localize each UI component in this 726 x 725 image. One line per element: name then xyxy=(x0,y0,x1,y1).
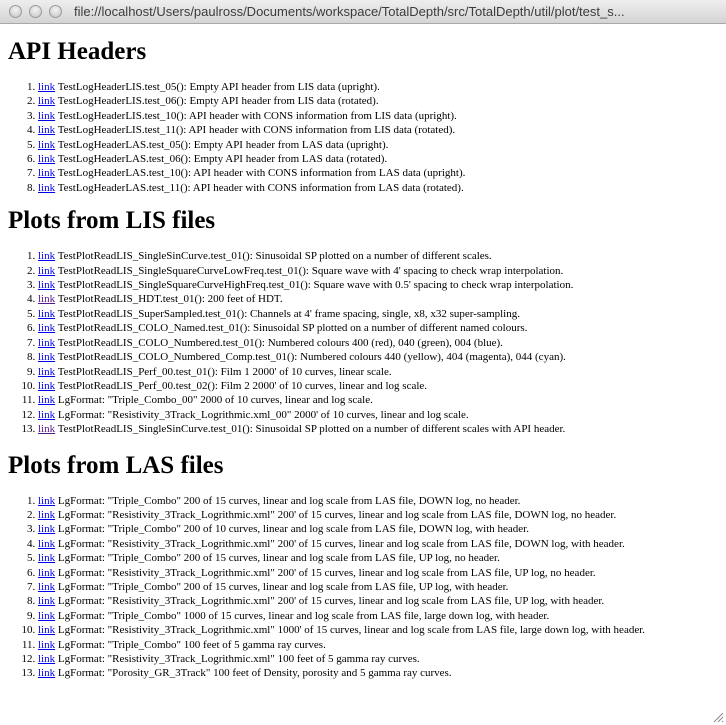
item-description: TestLogHeaderLAS.test_10(): API header with CONS information from LAS data (upright). xyxy=(57,167,466,180)
item-link[interactable]: link xyxy=(38,351,56,364)
item-description: LgFormat: "Resistivity_3Track_Logrithmic.xml" 1000' of 15 curves, linear and log scale from LAS file, large down log, with header. xyxy=(57,624,646,637)
item-link[interactable]: link xyxy=(38,609,56,622)
item-link[interactable]: link xyxy=(38,307,56,320)
item-description: TestLogHeaderLIS.test_06(): Empty API header from LIS data (rotated). xyxy=(57,95,379,108)
item-link[interactable]: link xyxy=(38,566,56,579)
list-item xyxy=(38,422,726,436)
list-item xyxy=(38,537,726,551)
item-link[interactable]: link xyxy=(38,523,56,536)
list-item xyxy=(38,365,726,379)
item-link[interactable]: link xyxy=(38,167,56,180)
item-link[interactable]: link xyxy=(38,293,56,306)
window-minimize-button[interactable] xyxy=(29,5,42,18)
item-link[interactable]: link xyxy=(38,653,56,665)
item-description: LgFormat: "Resistivity_3Track_Logrithmic.xml" 200' of 15 curves, linear and log scale from LAS file, DOWN log, with header. xyxy=(57,537,625,550)
item-link[interactable]: link xyxy=(38,250,56,263)
item-link[interactable]: link xyxy=(38,494,56,507)
list-item xyxy=(38,307,726,321)
item-link[interactable]: link xyxy=(38,336,56,349)
item-description: LgFormat: "Resistivity_3Track_Logrithmic.xml" 100 feet of 5 gamma ray curves. xyxy=(57,653,420,665)
heading-api-headers: API Headers xyxy=(8,38,147,65)
heading-plots-from-las-files: Plots from LAS files xyxy=(8,451,224,479)
item-link[interactable]: link xyxy=(38,552,56,565)
item-link[interactable]: link xyxy=(38,379,56,392)
item-description: TestPlotReadLIS_HDT.test_01(): 200 feet of HDT. xyxy=(57,293,283,306)
list-item xyxy=(38,123,726,137)
item-link[interactable]: link xyxy=(38,595,56,608)
window-close-button[interactable] xyxy=(9,5,22,18)
list-item xyxy=(38,166,726,180)
item-description: TestPlotReadLIS_Perf_00.test_01(): Film 1 2000' of 10 curves, linear scale. xyxy=(57,365,392,378)
item-link[interactable]: link xyxy=(38,667,56,680)
item-link[interactable]: link xyxy=(38,138,56,151)
item-description: TestPlotReadLIS_SingleSquareCurveLowFreq.test_01(): Square wave with 4' spacing to check wrap interpolation. xyxy=(57,264,564,277)
list-item xyxy=(38,350,726,364)
item-link[interactable]: link xyxy=(38,508,56,521)
item-link[interactable]: link xyxy=(38,394,56,407)
item-description: LgFormat: "Triple_Combo" 1000 of 15 curves, linear and log scale from LAS file, large down log, with header. xyxy=(57,609,550,622)
list-item xyxy=(38,264,726,278)
resize-grip-icon[interactable] xyxy=(712,711,724,723)
item-link[interactable]: link xyxy=(38,423,56,436)
item-description: LgFormat: "Triple_Combo" 200 of 15 curves, linear and log scale from LAS file, UP log, no header. xyxy=(57,552,500,565)
list-item xyxy=(38,379,726,393)
list-item xyxy=(38,292,726,306)
item-description: LgFormat: "Triple_Combo" 200 of 15 curves, linear and log scale from LAS file, DOWN log, no header. xyxy=(57,494,521,507)
item-description: TestPlotReadLIS_SingleSinCurve.test_01(): Sinusoidal SP plotted on a number of different scales. xyxy=(57,250,492,263)
item-description: TestLogHeaderLAS.test_05(): Empty API header from LAS data (upright). xyxy=(57,138,389,151)
item-description: LgFormat: "Triple_Combo" 200 of 10 curves, linear and log scale from LAS file, DOWN log, with header. xyxy=(57,523,529,536)
list-item xyxy=(38,666,726,680)
item-description: TestPlotReadLIS_COLO_Numbered_Comp.test_01(): Numbered colours 440 (yellow), 404 (magenta), 044 (cyan). xyxy=(57,351,566,364)
list-item xyxy=(38,508,726,522)
list-item xyxy=(38,408,726,422)
item-description: TestPlotReadLIS_SingleSquareCurveHighFreq.test_01(): Square wave with 0.5' spacing to check wrap interpolation. xyxy=(57,279,574,292)
list-item xyxy=(38,594,726,608)
list-item xyxy=(38,278,726,292)
list-item xyxy=(38,321,726,335)
item-link[interactable]: link xyxy=(38,124,56,137)
item-description: LgFormat: "Porosity_GR_3Track" 100 feet of Density, porosity and 5 gamma ray curves. xyxy=(57,667,452,680)
item-link[interactable]: link xyxy=(38,580,56,593)
list-item xyxy=(38,522,726,536)
list-item xyxy=(38,152,726,166)
item-link[interactable]: link xyxy=(38,365,56,378)
list-item xyxy=(38,249,726,263)
list-item xyxy=(38,551,726,565)
list-item xyxy=(38,494,726,508)
item-description: LgFormat: "Triple_Combo" 100 feet of 5 gamma ray curves. xyxy=(57,638,326,651)
list-item xyxy=(38,566,726,580)
window-url: file://localhost/Users/paulross/Documents/workspace/TotalDepth/src/TotalDepth/util/plot/test_s... xyxy=(74,4,625,19)
page-content xyxy=(0,24,726,681)
list-item xyxy=(38,109,726,123)
list-item xyxy=(38,393,726,407)
item-description: LgFormat: "Triple_Combo_00" 2000 of 10 curves, linear and log scale. xyxy=(57,394,373,407)
item-description: TestLogHeaderLIS.test_10(): API header with CONS information from LIS data (upright). xyxy=(57,109,457,122)
list-item xyxy=(38,652,726,666)
item-description: TestLogHeaderLAS.test_11(): API header with CONS information from LAS data (rotated). xyxy=(57,181,464,194)
list-item xyxy=(38,580,726,594)
item-link[interactable]: link xyxy=(38,109,56,122)
list-item xyxy=(38,623,726,637)
item-link[interactable]: link xyxy=(38,408,56,421)
list-api-headers xyxy=(0,80,726,195)
item-link[interactable]: link xyxy=(38,322,56,335)
item-description: LgFormat: "Triple_Combo" 200 of 15 curves, linear and log scale from LAS file, UP log, with header. xyxy=(57,580,509,593)
list-item xyxy=(38,336,726,350)
list-item xyxy=(38,181,726,195)
item-link[interactable]: link xyxy=(38,624,56,637)
item-description: LgFormat: "Resistivity_3Track_Logrithmic.xml" 200' of 15 curves, linear and log scale from LAS file, UP log, with header. xyxy=(57,595,605,608)
item-link[interactable]: link xyxy=(38,81,56,93)
list-plots-from-las-files xyxy=(0,494,726,681)
item-link[interactable]: link xyxy=(38,181,56,194)
item-description: TestPlotReadLIS_Perf_00.test_02(): Film 2 2000' of 10 curves, linear and log scale. xyxy=(57,379,428,392)
item-description: TestPlotReadLIS_COLO_Numbered.test_01(): Numbered colours 400 (red), 040 (green), 004 (blue). xyxy=(57,336,503,349)
item-link[interactable]: link xyxy=(38,264,56,277)
item-description: LgFormat: "Resistivity_3Track_Logrithmic.xml" 200' of 15 curves, linear and log scale from LAS file, UP log, no header. xyxy=(57,566,596,579)
item-description: TestPlotReadLIS_SingleSinCurve.test_01(): Sinusoidal SP plotted on a number of different scales with API header. xyxy=(57,423,566,436)
list-item xyxy=(38,80,726,94)
item-link[interactable]: link xyxy=(38,638,56,651)
item-link[interactable]: link xyxy=(38,279,56,292)
item-link[interactable]: link xyxy=(38,95,56,108)
heading-plots-from-lis-files: Plots from LIS files xyxy=(8,207,216,235)
list-item xyxy=(38,609,726,623)
item-description: LgFormat: "Resistivity_3Track_Logrithmic.xml" 200' of 15 curves, linear and log scale from LAS file, DOWN log, no header. xyxy=(57,508,617,521)
item-description: TestPlotReadLIS_SuperSampled.test_01(): Channels at 4' frame spacing, single, x8, x32 super-sampling. xyxy=(57,307,520,320)
item-link[interactable]: link xyxy=(38,537,56,550)
item-link[interactable]: link xyxy=(38,153,56,166)
list-item xyxy=(38,638,726,652)
window-zoom-button[interactable] xyxy=(49,5,62,18)
list-plots-from-lis-files xyxy=(0,249,726,436)
item-description: TestPlotReadLIS_COLO_Named.test_01(): Sinusoidal SP plotted on a number of different named colours. xyxy=(57,322,528,335)
item-description: TestLogHeaderLIS.test_05(): Empty API header from LIS data (upright). xyxy=(57,81,380,93)
list-item xyxy=(38,138,726,152)
item-description: TestLogHeaderLAS.test_06(): Empty API header from LAS data (rotated). xyxy=(57,153,388,166)
window-titlebar xyxy=(0,0,726,24)
item-description: TestLogHeaderLIS.test_11(): API header with CONS information from LIS data (rotated). xyxy=(57,124,456,137)
item-description: LgFormat: "Resistivity_3Track_Logrithmic.xml_00" 2000' of 10 curves, linear and log scale. xyxy=(57,408,469,421)
list-item xyxy=(38,94,726,108)
